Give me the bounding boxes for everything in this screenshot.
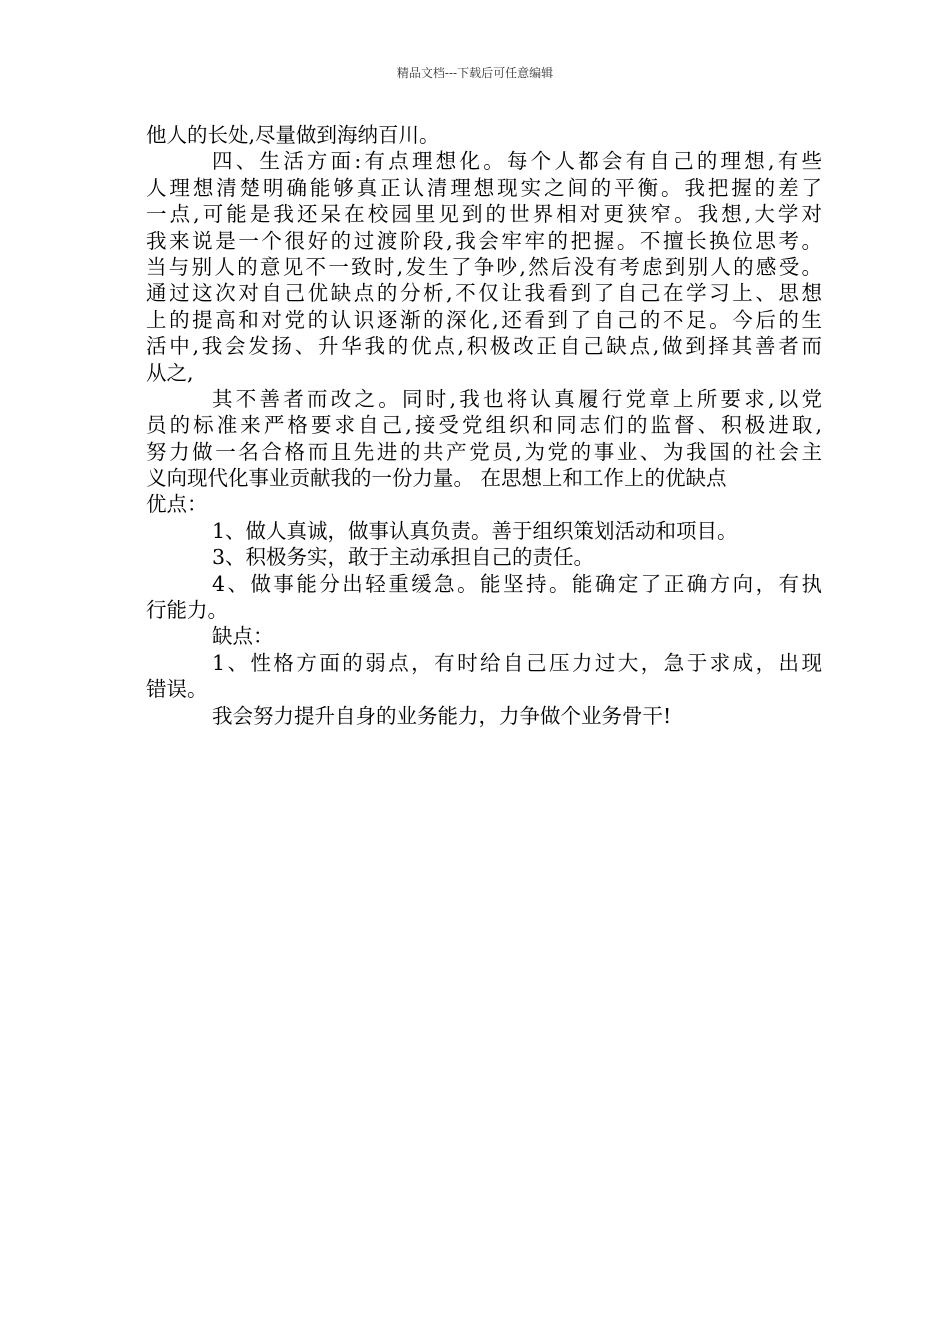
text-line: 义向现代化事业贡献我的一份力量。 在思想上和工作上的优缺点 bbox=[146, 466, 727, 491]
text-line: 4、做事能分出轻重缓急。能坚持。能确定了正确方向，有执 bbox=[212, 571, 822, 596]
text-line: 从之, bbox=[146, 360, 194, 385]
text-line: 他人的长处,尽量做到海纳百川。 bbox=[146, 123, 440, 147]
text-line: 一点,可能是我还呆在校园里见到的世界相对更狭窄。我想,大学对 bbox=[146, 202, 822, 227]
page-header: 精品文档---下载后可任意编辑 bbox=[396, 66, 554, 80]
text-line: 通过这次对自己优缺点的分析,不仅让我看到了自己在学习上、思想 bbox=[146, 281, 822, 306]
text-line: 1、做人真诚，做事认真负责。善于组织策划活动和项目。 bbox=[212, 518, 738, 543]
text-line: 四、生活方面:有点理想化。每个人都会有自己的理想,有些 bbox=[212, 149, 822, 174]
text-line: 上的提高和对党的认识逐渐的深化,还看到了自己的不足。今后的生 bbox=[146, 307, 822, 332]
text-line: 缺点： bbox=[212, 624, 274, 649]
text-line: 行能力。 bbox=[146, 598, 228, 623]
text-line: 员的标准来严格要求自己,接受党组织和同志们的监督、积极进取, bbox=[146, 413, 822, 438]
text-line: 人理想清楚明确能够真正认清理想现实之间的平衡。我把握的差了 bbox=[146, 175, 822, 200]
text-line: 我会努力提升自身的业务能力，力争做个业务骨干! bbox=[212, 703, 672, 728]
document-body bbox=[146, 122, 822, 729]
text-line: 1、性格方面的弱点，有时给自己压力过大，急于求成，出现 bbox=[212, 650, 822, 675]
text-line: 努力做一名合格而且先进的共产党员,为党的事业、为我国的社会主 bbox=[146, 439, 822, 464]
text-line: 我来说是一个很好的过渡阶段,我会牢牢的把握。不擅长换位思考。 bbox=[146, 228, 822, 253]
text-line: 错误。 bbox=[146, 677, 208, 702]
text-line: 当与别人的意见不一致时,发生了争吵,然后没有考虑到别人的感受。 bbox=[146, 254, 822, 279]
text-line: 3、积极务实，敢于主动承担自己的责任。 bbox=[212, 545, 595, 570]
text-line: 其不善者而改之。同时,我也将认真履行党章上所要求,以党 bbox=[212, 386, 822, 411]
text-line: 活中,我会发扬、升华我的优点,积极改正自己缺点,做到择其善者而 bbox=[146, 334, 822, 359]
text-line: 优点： bbox=[146, 492, 208, 517]
